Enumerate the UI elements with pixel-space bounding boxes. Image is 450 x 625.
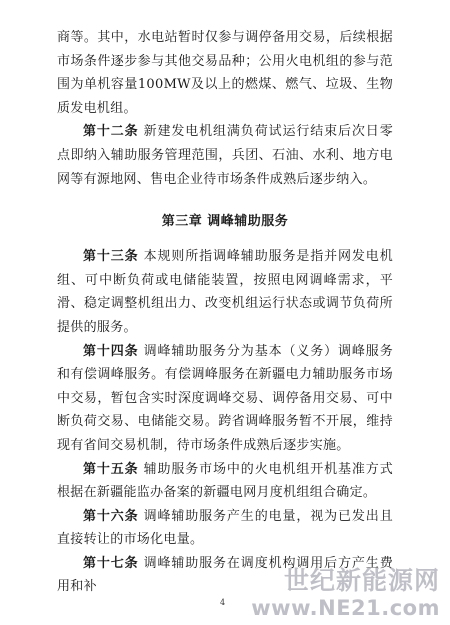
article-16 [57,505,393,552]
paragraph-text: 商等。其中，水电站暂时仅参与调停备用交易，后续根据市场条件逐步参与其他交易品种；公用火电机组的参与范围为单机容量100MW及以上的燃煤、燃气、垃圾、生物质发电机组。 [57,30,393,116]
chapter-title: 第三章 调峰辅助服务 [161,214,289,230]
article-label: 第十五条 [83,461,139,477]
article-text: 辅助服务市场中的火电机组开机基准方式根据在新疆能监办备案的新疆电网月度机组组合确定。 [57,461,393,501]
site-watermark [251,566,440,620]
article-text: 调峰辅助服务分为基本（义务）调峰服务和有偿调峰服务。有偿调峰服务在新疆电力辅助服务市场中交易，暂包含实时深度调峰交易、调停备用交易、可中断负荷交易、电储能交易。跨省调峰服务暂不开展，维持现有省间交易机制，待市场条件成熟后逐步实施。 [57,343,393,453]
article-12 [57,120,393,191]
article-label: 第十三条 [83,249,139,265]
watermark-site-name: 世纪新能源网 [283,566,440,595]
article-text: 新建发电机组满负荷试运行结束后次日零点即纳入辅助服务管理范围，兵团、石油、水利、地方电网等有源地网、售电企业待市场条件成熟后逐步纳入。 [57,124,393,187]
paragraph-continuation [57,26,393,120]
article-text: 调峰辅助服务产生的电量，视为已发出且直接转让的市场化电量。 [57,508,393,548]
article-text: 调峰辅助服务在调度机构调用后方产生费用和补 [57,555,393,595]
article-label: 第十六条 [83,508,139,524]
watermark-url: www.NE21.com [251,596,440,620]
article-13 [57,245,393,339]
article-label: 第十四条 [83,343,139,359]
document-body [57,26,393,599]
article-15 [57,458,393,505]
article-text: 本规则所指调峰辅助服务是指并网发电机组、可中断负荷或电储能装置，按照电网调峰需求，平滑、稳定调整机组出力、改变机组运行状态或调节负荷所提供的服务。 [57,249,393,335]
article-label: 第十七条 [83,555,139,571]
article-label: 第十二条 [83,124,139,140]
article-14 [57,340,393,458]
page-number: 4 [220,598,226,607]
